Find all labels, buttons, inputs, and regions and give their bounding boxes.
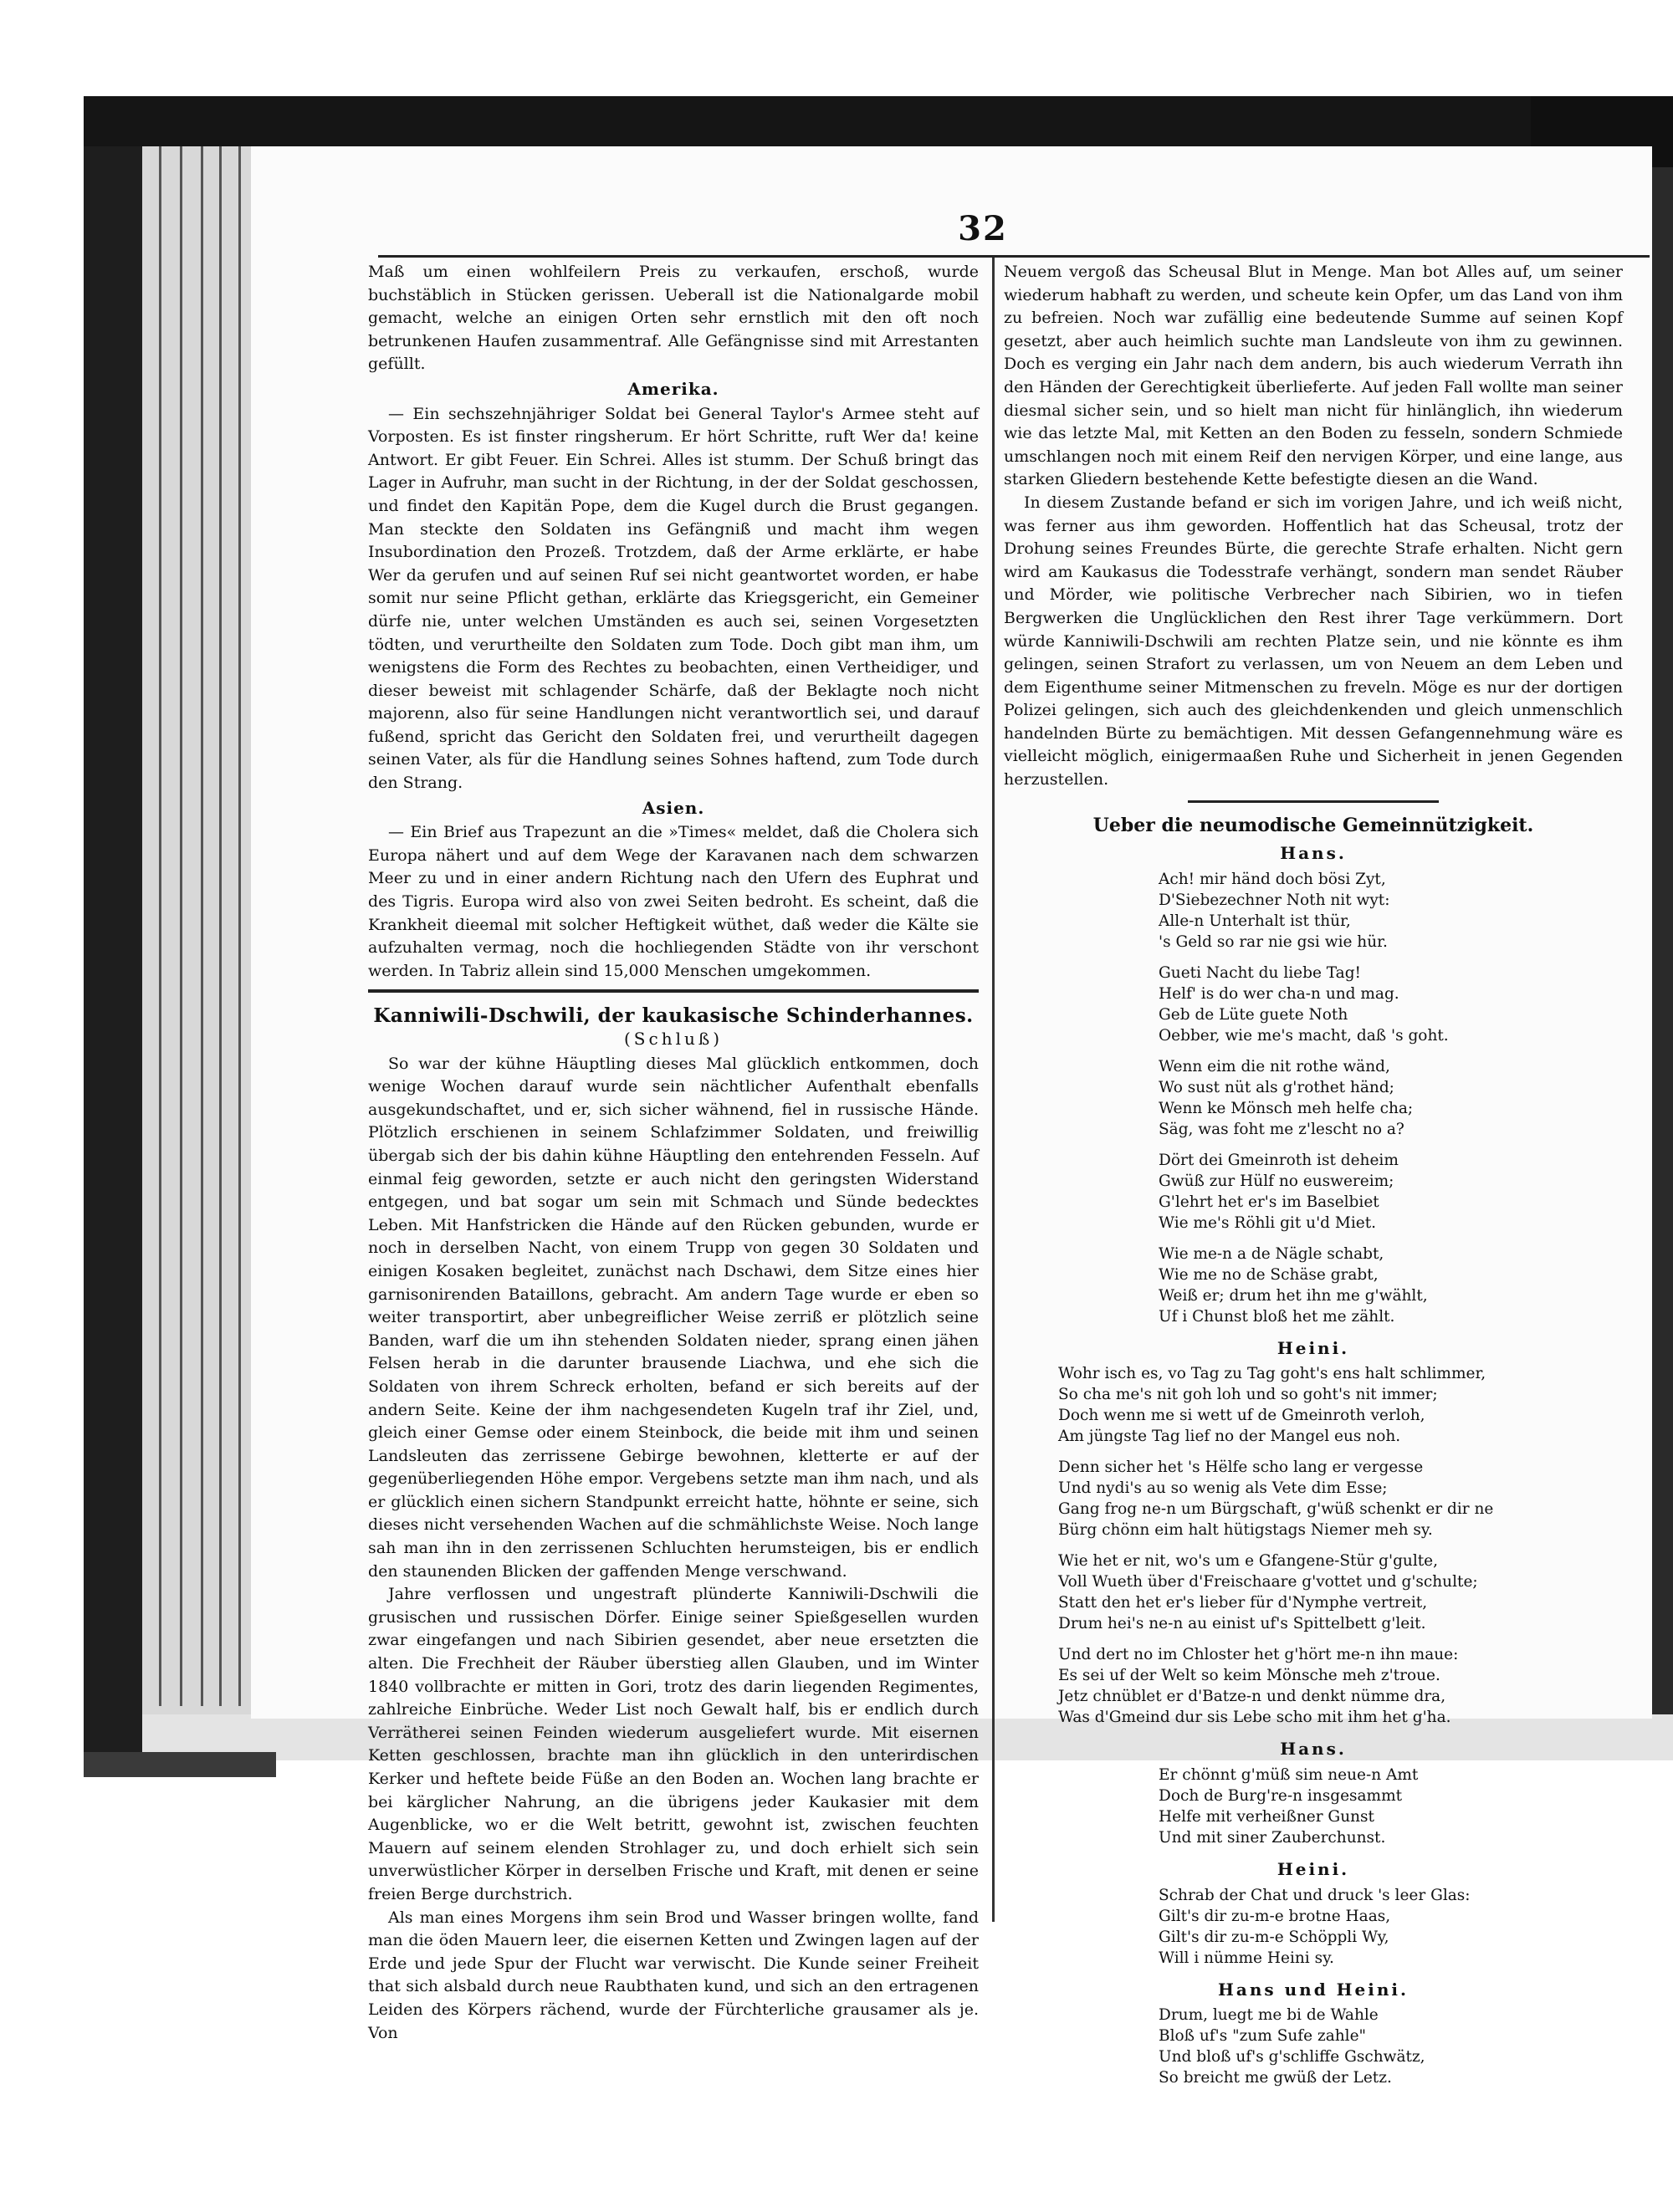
verse-line: Helf' is do wer cha-n und mag.: [1159, 984, 1399, 1003]
verse-line: Säg, was foht me z'lescht no a?: [1159, 1120, 1404, 1138]
verse-line: Und bloß uf's g'schliffe Gschwätz,: [1159, 2048, 1425, 2066]
poem-stanza: [1004, 2005, 1623, 2088]
poem-stanza: [1004, 1885, 1623, 1969]
verse-line: Weiß er; drum het ihn me g'wählt,: [1159, 1286, 1428, 1305]
poem-stanza: [1004, 1457, 1623, 1540]
poem-stanza: [1004, 869, 1623, 953]
verse-line: Voll Wueth über d'Freischaare g'vottet und g'schulte;: [1058, 1573, 1478, 1591]
article-paragraph: Als man eines Morgens ihm sein Brod und Wasser bringen wollte, fand man die öden Mauern leer, die eisernen Ketten und Zwingen lagen auf der Erde und jede Spur der Flucht war verwischt. Die Kunde seiner Freiheit that sich alsbald durch neue Raubthaten kund, und sich an den ertragenen Leiden des Körpers rächend, wurde der Fürchterliche grausamer als je. Von: [368, 1908, 979, 2042]
scan-shadow-bottom: [84, 1752, 276, 1777]
poem-separator: [1188, 800, 1439, 803]
poem-stanza: [1004, 1550, 1623, 1634]
verse-line: Und mit siner Zauberchunst.: [1159, 1829, 1386, 1847]
page-stack-line: [219, 134, 222, 1706]
article-final-paragraph: In diesem Zustande befand er sich im vorigen Jahre, und ich weiß nicht, was ferner aus ihm geworden. Hoffentlich hat das Scheusal, trotz der Drohung seines Freundes Bürte, die gerechte Strafe erhalten. Nicht gern wird am Kaukasus die Todesstrafe verhängt, sondern man sendet Räuber und Mörder, wie politische Verbrecher nach Sibirien, wo in tiefen Bergwerken die Unglücklichen den Rest ihrer Tage verkümmern. Dort würde Kanniwili-Dschwili am rechten Platze sein, und nie könnte es ihm gelingen, seinen Strafort zu verlassen, um von Neuem an dem Leben und dem Eigenthume seiner Mitmenschen zu freveln. Möge es nur der dortigen Polizei gelingen, sich auch des gleichdenkenden und gleich unmenschlich handelnden Bürte zu bemächtigen. Mit dessen Gefangennehmung wäre es vielleicht möglich, einigermaaßen Ruhe und Sicherheit in jenen Gegenden herzustellen.: [1004, 493, 1623, 789]
asia-paragraph: — Ein Brief aus Trapezunt an die »Times« meldet, daß die Cholera sich Europa nähert und auf dem Wege der Karavanen nach dem schwarzen Meer zu und in einer andern Richtung nach den Ufern des Euphrat und des Tigris. Europa wird also von zwei Seiten bedroht. Es scheint, daß die Krankheit dieemal mit solcher Heftigkeit wüthet, daß weder die Kälte sie aufzuhalten vermag, noch die hochliegenden Städte von ihr verschont werden. In Tabriz allein sind 15,000 Menschen umgekommen.: [368, 823, 979, 980]
verse-line: Schrab der Chat und druck 's leer Glas:: [1159, 1886, 1471, 1904]
poem-stanza: [1004, 963, 1623, 1046]
poem-stanza: [1004, 1150, 1623, 1234]
article-subtitle: (Schluß): [623, 1029, 724, 1049]
verse-line: Und dert no im Chloster het g'hört me-n ihn maue:: [1058, 1646, 1459, 1664]
verse-line: Dört dei Gmeinroth ist deheim: [1159, 1151, 1399, 1169]
verse-line: So cha me's nit goh loh und so goht's nit immer;: [1058, 1386, 1438, 1404]
page-stack-line: [201, 134, 203, 1706]
article-separator: [368, 989, 979, 993]
verse-line: G'lehrt het er's im Baselbiet: [1159, 1193, 1379, 1211]
speaker-label-hans: Hans.: [1280, 843, 1347, 864]
poem-stanza: [1004, 1765, 1623, 1848]
verse-line: Es sei uf der Welt so keim Mönsche meh z'troue.: [1058, 1667, 1440, 1685]
verse-line: Wie me-n a de Nägle schabt,: [1159, 1244, 1384, 1263]
article-paragraph: Jahre verflossen und ungestraft plünderte Kanniwili-Dschwili die grusischen und russischen Dörfer. Einige seiner Spießgesellen wurden zwar eingefangen und nach Sibirien gesendet, aber neue ersetzten die alten. Die Frechheit der Räuber überstieg allen Glauben, und im Winter 1840 vollbrachte er mitten in Gori, trotz des darin liegenden Regimentes, zahlreiche Einbrüche. Weder List noch Gewalt half, bis er endlich durch Verrätherei seinen Feinden wiederum ausgeliefert wurde. Mit eisernen Ketten geschlossen, brachte man ihn glücklich in den unterirdischen Kerker und heftete beide Füße an den Boden an. Wochen lang brachte er bei kärglicher Nahrung, an die übrigens jeder Kaukasier mit dem Augenblicke, wo er die Welt betritt, gewohnt ist, zwischen feuchten Mauern auf seinem elenden Strohlager zu, und doch erhielt sich sein unverwüstlicher Körper in derselben Frische und Kraft, mit denen er seine freien Berge durchstrich.: [368, 1585, 979, 1903]
verse-line: 's Geld so rar nie gsi wie hür.: [1159, 932, 1388, 951]
article-continuation: Neuem vergoß das Scheusal Blut in Menge. Man bot Alles auf, um seiner wiederum habhaft zu werden, und scheute kein Opfer, um das Land von ihm zu befreien. Noch war zufällig eine bedeutende Summe auf seinen Kopf gesetzt, aber auch heimlich suchte man Landsleute von ihm zu gewinnen. Doch es verging ein Jahr nach dem andern, bis auch wiederum Verrath ihn den Händen der Gerechtigkeit überlieferte. Auf jeden Fall wollte man seiner diesmal sicher sein, und so hielt man nicht für hinlänglich, ihn wiederum wie das letzte Mal, mit Ketten an den Boden zu fesseln, sondern Schmiede umschlangen noch mit einem Reif den nervigen Körper, und eine lange, aus starken Gliedern bestehende Kette befestigte diesen an die Wand.: [1004, 263, 1623, 489]
poem-stanza: [1004, 1644, 1623, 1728]
section-heading-america: Amerika.: [627, 378, 719, 399]
verse-line: Drum, luegt me bi de Wahle: [1159, 2006, 1379, 2025]
scan-shadow-top: [84, 96, 1673, 146]
speaker-label-both: Hans und Heini.: [1218, 1979, 1409, 2000]
article-title: Kanniwili-Dschwili, der kaukasische Schinderhannes.: [373, 1004, 974, 1028]
page-number: 32: [958, 209, 1008, 248]
poem-title: Ueber die neumodische Gemeinnützigkeit.: [1092, 814, 1534, 836]
verse-line: Er chönnt g'müß sim neue-n Amt: [1159, 1766, 1419, 1785]
section-heading-asia: Asien.: [642, 797, 705, 818]
verse-line: Statt den het er's lieber für d'Nymphe vertreit,: [1058, 1594, 1428, 1612]
verse-line: Helfe mit verheißner Gunst: [1159, 1808, 1374, 1826]
right-column: [1004, 261, 1623, 2098]
verse-line: Alle-n Unterhalt ist thür,: [1159, 912, 1351, 930]
poem-stanza: [1004, 1363, 1623, 1447]
america-paragraph: — Ein sechszehnjähriger Soldat bei General Taylor's Armee steht auf Vorposten. Es ist finster ringsherum. Er hört Schritte, ruft Wer da! keine Antwort. Er gibt Feuer. Ein Schrei. Alles ist stumm. Der Schuß bringt das Lager in Aufruhr, man sucht in der Richtung, in der der Soldat geschossen, und findet den Kapitän Pope, dem die Kugel durch die Brust gegangen. Man steckte den Soldaten ins Gefängniß und macht ihm wegen Insubordination den Prozeß. Trotzdem, daß der Arme erklärte, er habe Wer da gerufen und auf seinen Ruf sei nicht geantwortet worden, er habe somit nur seine Pflicht gethan, erklärte das Kriegsgericht, ein Gemeiner dürfe nie, unter welchen Umständen es auch sei, seinen Vorgesetzten tödten, und verurtheilte den Soldaten zum Tode. Doch gibt man ihm, um wenigstens die Form des Rechtes zu beobachten, einen Vertheidiger, und dieser beweist mit schlagender Schärfe, daß der Beklagte noch nicht majorenn, also für seine Handlungen nicht verantwortlich sei, und darauf fußend, spricht das Gericht den Soldaten frei, und verurtheilt dagegen seinen Vater, als für die Handlung seines Sohnes haftend, zum Tode durch den Strang.: [368, 404, 979, 793]
poem-stanza: [1004, 1244, 1623, 1327]
verse-line: Uf i Chunst bloß het me zählt.: [1159, 1307, 1395, 1326]
page-stack-line: [180, 134, 182, 1706]
verse-line: Wie me no de Schäse grabt,: [1159, 1265, 1379, 1284]
verse-line: Wie het er nit, wo's um e Gfangene-Stür g'gulte,: [1058, 1552, 1438, 1571]
verse-line: Am jüngste Tag lief no der Mangel eus noh.: [1058, 1428, 1401, 1446]
verse-line: Gilt's dir zu-m-e brotne Haas,: [1159, 1907, 1391, 1925]
verse-line: Bloß uf's "zum Sufe zahle": [1159, 2027, 1367, 2046]
verse-line: Denn sicher het 's Hëlfe scho lang er vergesse: [1058, 1458, 1424, 1477]
article-paragraph: So war der kühne Häuptling dieses Mal glücklich entkommen, doch wenige Wochen darauf wurde sein nächtlicher Aufenthalt ebenfalls ausgekundschaftet, und er, sich sicher wähnend, fiel in russische Hände. Plötzlich erschienen in seinem Schlafzimmer Soldaten, und freiwillig übergab sich der bis dahin kühne Häuptling den entehrenden Fesseln. Auf einmal feig geworden, setzte er auch nicht den geringsten Widerstand entgegen, und bat sogar um sein mit Schmach und Sünde bedecktes Leben. Mit Hanfstricken die Hände auf den Rücken gebunden, wurde er noch in derselben Nacht, von einem Trupp von gegen 30 Soldaten und einigen Kosaken begleitet, zunächst nach Dschawi, dem Sitze eines hier garnisonirenden Bataillons, gebracht. Am andern Tage wurde er eben so weiter transportirt, aber unbegreiflicher Weise zerriß er plötzlich seine Banden, warf die um ihn stehenden Soldaten nieder, sprang einen jähen Felsen herab in die darunter brausende Liachwa, und ehe sich die Soldaten von ihrem Schreck erholten, befand er sich bereits auf der andern Seite. Keine der ihm nachgesendeten Kugeln traf ihr Ziel, und, gleich einer Gemse oder einem Steinbock, die beide mit ihm und seinen Landsleuten das zerrissene Gebirge bewohnen, kletterte er auf der gegenüberliegenden Höhe empor. Vergebens setzte man ihm nach, und als er glücklich einen sichern Standpunkt erreicht hatte, höhnte er seine, sich dieses nicht versehenden Wachen auf die schmählichste Weise. Noch lange sah man ihn in den zerrissenen Schluchten herumsteigen, bis er endlich den staunenden Blicken der gaffenden Menge verschwand.: [368, 1054, 979, 1581]
poem-stanza: [1004, 1056, 1623, 1140]
column-divider: [992, 258, 995, 1922]
verse-line: Doch wenn me si wett uf de Gmeinroth verloh,: [1058, 1407, 1425, 1425]
scan-shadow-right: [1652, 167, 1673, 1714]
verse-line: Gilt's dir zu-m-e Schöppli Wy,: [1159, 1928, 1389, 1946]
verse-line: Bürg chönn eim halt hütigstags Niemer meh sy.: [1058, 1521, 1433, 1540]
speaker-label-heini: Heini.: [1276, 1337, 1350, 1358]
verse-line: Gueti Nacht du liebe Tag!: [1159, 963, 1361, 982]
page-stack-line: [238, 134, 241, 1706]
verse-line: Doch de Burg're-n insgesammt: [1159, 1787, 1403, 1806]
verse-line: Wie me's Röhli git u'd Miet.: [1159, 1213, 1377, 1232]
verse-line: Was d'Gmeind dur sis Lebe scho mit ihm het g'ha.: [1058, 1709, 1451, 1727]
intro-paragraph: Maß um einen wohlfeilern Preis zu verkaufen, erschoß, wurde buchstäblich in Stücken gerissen. Ueberall ist die Nationalgarde mobil gemacht, welche an einigen Orten sehr ernstlich mit den oft noch betrunkenen Haufen zusammentraf. Alle Gefängnisse sind mit Arrestanten gefüllt.: [368, 263, 979, 374]
verse-line: Geb de Lüte guete Noth: [1159, 1005, 1348, 1024]
speaker-label-hans: Hans.: [1280, 1739, 1347, 1760]
verse-line: Wohr isch es, vo Tag zu Tag goht's ens halt schlimmer,: [1058, 1365, 1486, 1383]
verse-line: Will i nümme Heini sy.: [1159, 1949, 1334, 1967]
header-rule: [378, 255, 1650, 258]
verse-line: D'Siebezechner Noth nit wyt:: [1159, 891, 1390, 909]
verse-line: Gang frog ne-n um Bürgschaft, g'wüß schenkt er dir ne: [1058, 1500, 1494, 1519]
verse-line: Wenn eim die nit rothe wänd,: [1159, 1057, 1390, 1075]
verse-line: Drum hei's ne-n au einist uf's Spittelbett g'leit.: [1058, 1615, 1426, 1633]
left-column: [368, 261, 979, 2045]
verse-line: Gwüß zur Hülf no euswereim;: [1159, 1172, 1394, 1190]
verse-line: Jetz chnüblet er d'Batze-n und denkt nümme dra,: [1058, 1688, 1446, 1706]
speaker-label-heini: Heini.: [1276, 1859, 1350, 1880]
verse-line: Wenn ke Mönsch meh helfe cha;: [1159, 1099, 1414, 1117]
verse-line: So breicht me gwüß der Letz.: [1159, 2069, 1392, 2087]
verse-line: Und nydi's au so wenig als Vete dim Esse;: [1058, 1479, 1388, 1498]
verse-line: Ach! mir händ doch bösi Zyt,: [1159, 870, 1386, 888]
verse-line: Oebber, wie me's macht, daß 's goht.: [1159, 1026, 1449, 1045]
verse-line: Wo sust nüt als g'rothet händ;: [1159, 1078, 1394, 1096]
page-stack-line: [159, 134, 161, 1706]
